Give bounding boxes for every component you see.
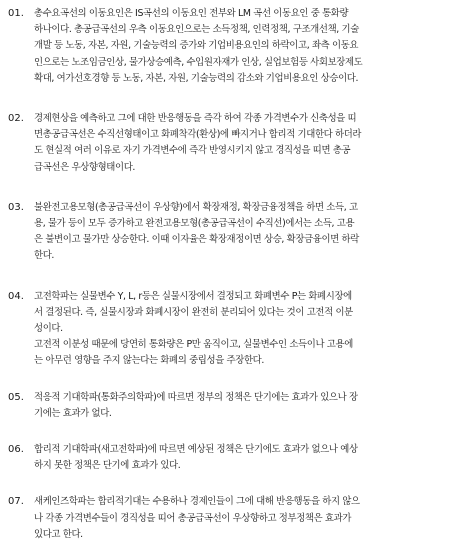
text-line: 면총공급곡선은 수직선형태이고 화폐착각(환상)에 빠지거나 합리적 기대한다 하더라 — [34, 129, 362, 141]
item-body — [34, 442, 463, 474]
item-03 — [8, 200, 463, 265]
text-line: 하나이다. 총공급곡선의 우측 이동요인으로는 소득정책, 인력정책, 구조개선책, 기술 — [34, 24, 359, 36]
text-line: 서 결정된다. 즉, 실물시장과 화폐시장이 완전히 분리되어 있다는 것이 고전적 이분 — [34, 306, 353, 318]
text-line: 는 아무런 영향을 주지 않는다는 화폐의 중립성을 주장한다. — [34, 355, 264, 367]
item-04 — [8, 289, 463, 370]
text-line: 개발 등 노동, 자본, 자원, 기술능력의 증가와 기업비용요인의 하락이고, 좌측 이동요 — [34, 40, 359, 52]
item-02 — [8, 111, 463, 176]
text-line: 있다고 한다. — [34, 528, 83, 540]
text-line: 불완전고용모형(총공급곡선이 우상향)에서 확장재정, 확장금융정책을 하면 소득, 고 — [34, 201, 358, 213]
text-line: 급곡선은 우상향형태이다. — [34, 161, 136, 173]
text-line: 나 각종 가격변수들이 경직성을 띠어 총공급곡선이 우상향하고 정부정책은 효과가 — [34, 512, 352, 524]
item-body — [34, 494, 463, 543]
item-01 — [8, 6, 463, 87]
text-line: 고전학파는 실물변수 Y, L, r등은 실물시장에서 결정되고 화폐변수 P는 화폐시장에 — [34, 290, 352, 302]
item-body — [34, 289, 463, 370]
item-body — [34, 6, 463, 87]
item-number: 05. — [8, 391, 24, 403]
text-line: 확대, 여가선호경향 등 노동, 자본, 자원, 기술능력의 감소와 기업비용요인 상승이다. — [34, 72, 359, 84]
text-line: 적응적 기대학파(통화주의학파)에 따르면 정부의 정책은 단기에는 효과가 있으나 장 — [34, 391, 358, 403]
item-body — [34, 200, 463, 265]
text-line: 하지 못한 정책은 단기에 효과가 있다. — [34, 460, 181, 472]
item-07 — [8, 494, 463, 543]
item-body — [34, 390, 463, 422]
text-line: 용, 물가 등이 모두 증가하고 완전고용모형(총공급곡선이 수직선)에서는 소득, 고용 — [34, 218, 355, 230]
item-number: 06. — [8, 444, 24, 456]
text-line: 도 현실적 여러 이유로 자기 가격변수에 즉각 반영시키지 않고 경직성을 띠면 총공 — [34, 145, 351, 157]
item-number: 03. — [8, 201, 24, 213]
text-line: 인으로는 노조임금인상, 물가상승예측, 수입원자재가 인상, 실업보험등 사회보장제도 — [34, 56, 363, 68]
item-05 — [8, 390, 463, 422]
text-line: 기에는 효과가 없다. — [34, 407, 112, 419]
text-line: 경제현상을 예측하고 그에 대한 반응행동을 즉각 하여 각종 가격변수가 신축성을 띠 — [34, 113, 357, 125]
item-number: 07. — [8, 496, 24, 508]
text-line: 총수요곡선의 이동요인은 IS곡선의 이동요인 전부와 LM 곡선 이동요인 중 통화량 — [34, 8, 349, 19]
item-number: 01. — [8, 8, 24, 19]
text-line: 합리적 기대학파(새고전학파)에 따르면 예상된 정책은 단기에도 효과가 없으나 예상 — [34, 444, 358, 456]
item-body — [34, 111, 463, 176]
text-line: 고전적 이분성 때문에 당연히 통화량은 P만 움직이고, 실물변수인 소득이나 고용에 — [34, 339, 353, 351]
text-line: 은 불변이고 물가만 상승한다. 이때 이자율은 확장재정이면 상승, 확장금융이면 하락 — [34, 234, 359, 246]
text-line: 성이다. — [34, 323, 63, 335]
item-number: 02. — [8, 113, 24, 125]
item-06 — [8, 442, 463, 474]
item-number: 04. — [8, 290, 24, 302]
text-line: 한다. — [34, 250, 55, 262]
text-line: 새케인즈학파는 합리적기대는 수용하나 경제인들이 그에 대해 반응행동을 하지 않으 — [34, 496, 360, 508]
